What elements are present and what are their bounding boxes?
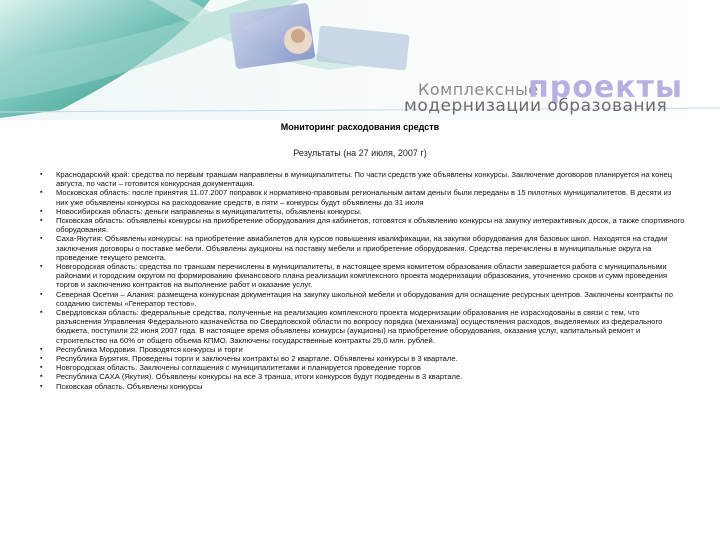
bullet-icon: ▪ [40, 290, 43, 298]
list-item-text: Саха-Якутия: Объявлены конкурсы: на приобретение авиабилетов для курсов повышения квалификации, на закупки оборудования для базовых школ. Находятся на стадии заключения договоры о поставке мебели. Объявлены аукционы на поставку мебели и приобретение оборудования. Средства перечислены в муниципальные округа на проведение текущего ремонта. [56, 234, 668, 262]
list-item [40, 262, 685, 290]
bullet-icon: ▪ [40, 373, 43, 381]
bullet-icon: ▪ [40, 364, 43, 372]
list-item-text: Республика Мордовия. Проводятся конкурсы и торги [56, 344, 243, 354]
list-item-text: Северная Осетии – Алания: размещена конкурсная документация на закупку школьной мебели и оборудования для оснащение ресурсных центров. Заключены контракты по созданию системы «Генератор тестов». [56, 289, 673, 308]
list-item [40, 354, 685, 363]
list-item-text: Московская область: после принятия 11.07.2007 поправок к нормативно-правовым региональным актам деньги были переданы в 15 пилотных муниципалитетов. В десяти из них уже объявлены конкурсы на расходование средств, в пяти – конкурсы будут объявлены до 31 июля [56, 188, 672, 207]
bullet-icon: ▪ [40, 382, 43, 390]
list-item [40, 363, 685, 372]
page-subtitle: Результаты (на 27 июля, 2007 г) [293, 148, 427, 158]
header-banner [0, 0, 720, 120]
list-item [40, 170, 685, 188]
bullet-icon: ▪ [40, 309, 43, 317]
list-item-text: Республика САХА (Якутия). Объявлены конкурсы на все 3 транша, итоги конкурсов будут подведены в 3 квартале. [56, 372, 463, 382]
list-item-text: Псковская область: объявлены конкурсы на приобретение оборудования для кабинетов, готовятся к объявлению конкурсы на закупку интерактивных досок, а также спортивного оборудования. [56, 216, 685, 235]
list-item [40, 188, 685, 206]
brand-big-text: проекты [528, 70, 684, 105]
list-item [40, 372, 685, 381]
list-item-text: Краснодарский край: средства по первым траншам направлены в муниципалитеты. По части средств уже объявлены конкурсы. Заключение договоров планируется на конец августа, по части – готовится конкурсная документация. [56, 170, 673, 189]
bullet-icon: ▪ [40, 217, 43, 225]
list-item [40, 234, 685, 262]
report-list [40, 170, 685, 391]
list-item [40, 345, 685, 354]
list-item [40, 308, 685, 345]
list-item-text: Свердловская область: федеральные средства, полученные на реализацию комплексного проекта модернизации образования не израсходованы в связи с тем, что разъяснения Управления Федерального казначейства по Свердловской области по вопросу порядка (механизма) осуществления расходов, выделяемых из федерального бюджета, поступили 22 июня 2007 года. В настоящее время объявлены конкурсы (аукционы) на приобретение оборудования, оказания услуг, капитальный ремонт и строительство на 60% от общего объема КПМО. Заключены государственные контракты 25,0 млн. рублей. [56, 308, 663, 345]
brand-small-text: Комплексные [418, 80, 539, 99]
bullet-icon: ▪ [40, 171, 43, 178]
brand-sub-text: модернизации образования [404, 96, 668, 116]
list-item-text: Новгородская область: средства по траншам перечислены в муниципалитеты, в настоящее время комитетом образования области завершается работа с муниципальными районами и городским округом по формированию финансового плана реализации комплексного проекта модернизации образования, уточнению сроков и сумм проведения торгов и заключению контрактов на выполнение работ и оказание услуг. [56, 262, 668, 290]
bullet-icon: ▪ [40, 263, 43, 271]
bullet-icon: ▪ [40, 355, 43, 363]
list-item-text: Псковская область. Объявлены конкурсы [56, 381, 203, 391]
bullet-icon: ▪ [40, 207, 43, 215]
list-item [40, 382, 685, 391]
page-title: Мониторинг расходования средств [280, 122, 440, 132]
list-item [40, 207, 685, 216]
list-item-text: Республика Бурятия. Проведены торги и заключены контракты во 2 квартале. Объявлены конкурсы в 3 квартале. [56, 354, 458, 364]
bullet-icon: ▪ [40, 345, 43, 353]
bullet-icon: ▪ [40, 235, 43, 243]
list-item-text: Новосибирская область: деньги направлены в муниципалитеты, объявлены конкурсы. [56, 206, 362, 216]
list-item [40, 290, 685, 308]
list-item-text: Новгородская область. Заключены соглашения с муниципалитетами и планируется проведение торгов [56, 363, 421, 373]
list-item [40, 216, 685, 234]
bullet-icon: ▪ [40, 189, 43, 197]
